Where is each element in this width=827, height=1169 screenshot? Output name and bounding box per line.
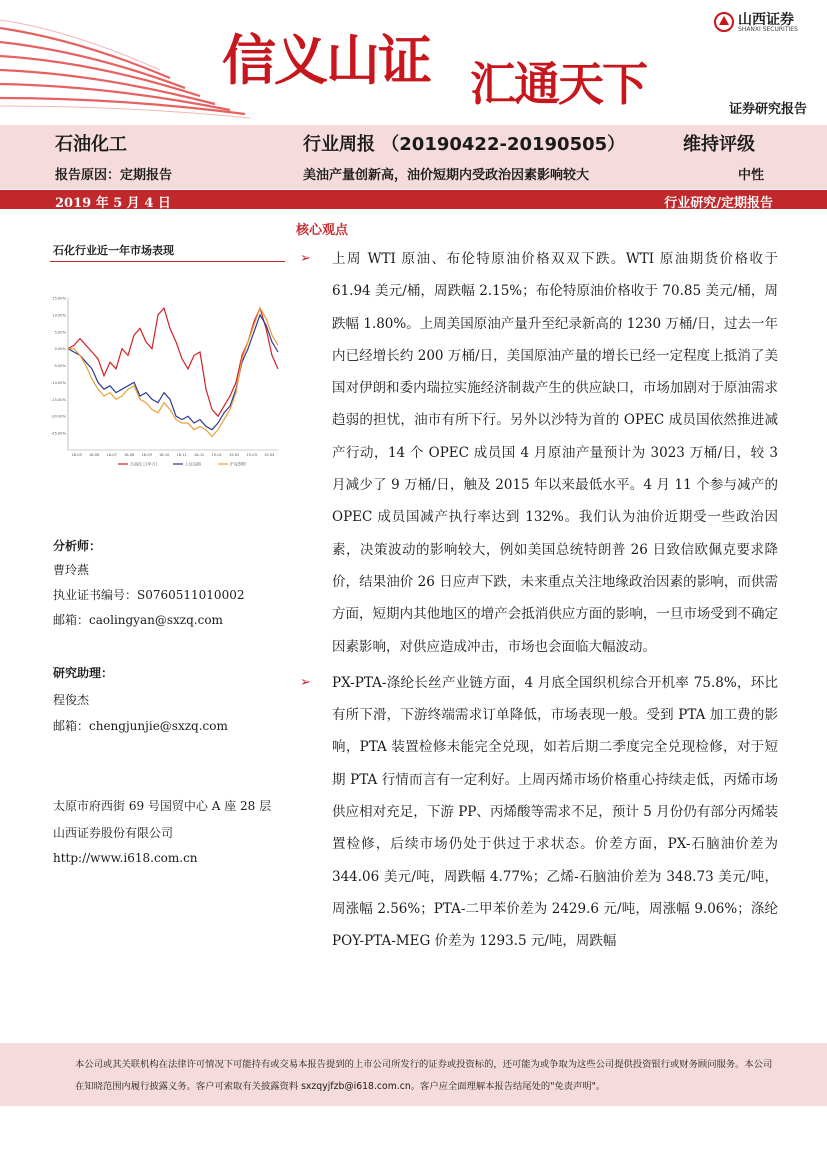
company-url[interactable]: http://www.i618.com.cn (53, 851, 198, 865)
report-headline: 美油产量创新高，油价短期内受政治因素影响较大 (303, 168, 590, 183)
report-category: 行业研究/定期报告 (664, 196, 773, 211)
legend-label: 沪深300 (230, 461, 246, 467)
x-tick-label: 19-02 (229, 453, 240, 457)
company-address: 太原市府西街 69 号国贸中心 A 座 28 层 (53, 799, 272, 813)
report-type-label: 证券研究报告 (728, 102, 807, 117)
report-date: 2019 年 5 月 4 日 (55, 196, 171, 211)
assistant-heading: 研究助理： (53, 666, 114, 680)
header-banner (0, 0, 827, 125)
x-tick-label: 18-12 (194, 453, 205, 457)
banner-slogan-2: 汇通天下 (470, 57, 646, 111)
series-line-2 (68, 315, 278, 430)
bullet-text: PX-PTA-涤纶长丝产业链方面，4 月底全国织机综合开机率 75.8%，环比有所下滑，下游终端需求订单降低，市场表现一般。受到 PTA 加工费的影响，PTA 装置检修未能完全兑现，如若后期二季度完全兑现检修，对于短期 PTA 行情而言有一定利好。上周丙烯市场价格重心持续走低，丙烯市场供应相对充足，下游 PP、丙烯酸等需求不足，预计 5 月份仍有部分丙烯装置检修，后续市场仍处于供过于求状态。价差方面，PX-石脑油价差为 344.06 美元/吨，周跌幅 4.77%；乙烯-石脑油价差为 348.73 美元/吨，周涨幅 2.56%；PTA-二甲苯价差为 2429.6 元/吨，周涨幅 9.06%；涤纶 POY-PTA-MEG 价差为 1293.5 元/吨，周跌幅 (332, 674, 778, 950)
x-tick-label: 18-06 (89, 453, 100, 457)
logo-mark-icon (714, 10, 734, 34)
report-kind: 行业周报 (303, 134, 375, 155)
x-tick-label: 18-09 (141, 453, 152, 457)
x-tick-label: 18-07 (106, 453, 117, 457)
y-tick-label: 15.00% (52, 296, 66, 301)
analyst-heading: 分析师： (53, 539, 102, 553)
bullet-arrow-icon: ➢ (300, 674, 311, 690)
analyst-cert: 执业证书编号：S0760511010002 (53, 588, 245, 602)
y-tick-label: 5.00% (54, 330, 66, 335)
analyst-name: 曹玲燕 (53, 563, 90, 577)
report-period: （20190422-20190505） (381, 134, 626, 155)
y-tick-label: 10.00% (52, 313, 66, 318)
x-tick-label: 18-08 (124, 453, 135, 457)
x-tick-label: 18-10 (159, 453, 170, 457)
y-tick-label: -15.00% (51, 397, 66, 402)
y-tick-label: -20.00% (51, 414, 66, 419)
core-views-list (300, 243, 778, 958)
x-tick-label: 18-05 (71, 453, 82, 457)
logo-text-en: SHANXI SECURITIES (738, 26, 798, 33)
core-views-title: 核心观点 (296, 223, 349, 238)
y-tick-label: -10.00% (51, 380, 66, 385)
chart-title: 石化行业近一年市场表现 (53, 244, 174, 257)
x-tick-label: 19-03 (246, 453, 257, 457)
rating-value: 中性 (738, 168, 765, 183)
assistant-name: 程俊杰 (53, 693, 90, 707)
legend-label: 石油化工(申万) (130, 461, 158, 467)
report-reason: 报告原因：定期报告 (55, 168, 173, 183)
company-name: 山西证券股份有限公司 (53, 826, 174, 840)
y-tick-label: -5.00% (53, 364, 66, 369)
analyst-email[interactable]: 邮箱：caolingyan@sxzq.com (53, 613, 223, 627)
company-logo (714, 8, 814, 36)
list-item (300, 243, 778, 663)
assistant-email[interactable]: 邮箱：chengjunjie@sxzq.com (53, 719, 228, 733)
y-tick-label: 0.00% (54, 347, 66, 352)
series-line-3 (68, 308, 278, 436)
bullet-arrow-icon: ➢ (300, 251, 311, 266)
banner-slogan: 信义山证 (222, 28, 430, 92)
logo-text-cn: 山西证券 (738, 12, 794, 28)
bullet-text: 上周 WTI 原油、布伦特原油价格双双下跌。WTI 原油期货价格收于 61.94 美元/桶，周跌幅 2.15%；布伦特原油价格收于 70.85 美元/桶，周跌幅 1.80%。上周美国原油产量升至纪录新高的 1230 万桶/日，过去一年内已经增长约 200 万桶/日，美国原油产量的增长已经一定程度上抵消了美国对伊朗和委内瑞拉实施经济制裁产生的供应缺口，市场加剧对于原油需求趋弱的担忧，油市有所下行。另外以沙特为首的 OPEC 成员国依然推进减产行动，14 个 OPEC 成员国 4 月原油产量预计为 3023 万桶/日，较 3 月减少了 9 万桶/日，触及 2015 年以来最低水平。4 月 11 个参与减产的 OPEC 成员国减产执行率达到 132%。我们认为油价近期受一些政治因素，决策波动的影响较大，例如美国总统特朗普 26 日致信欧佩克要求降价，结果油价 26 日应声下跌，未来重点关注地缘政治因素的影响，而供需方面，短期内其他地区的增产会抵消供应方面的影响，一旦市场受到不确定因素影响，对供应造成冲击，市场也会面临大幅波动。 (332, 251, 778, 655)
series-line-1 (68, 308, 278, 416)
x-tick-label: 18-11 (176, 453, 187, 457)
x-tick-label: 19-04 (264, 453, 275, 457)
y-tick-label: -25.00% (51, 431, 66, 436)
legend-label: 上证综指 (185, 461, 201, 467)
chart-title-rule (50, 261, 285, 262)
sector-title: 石油化工 (55, 134, 127, 155)
rating-label: 维持评级 (683, 134, 755, 155)
x-tick-label: 19-01 (211, 453, 222, 457)
report-kind-period (303, 130, 625, 156)
list-item (300, 667, 778, 958)
market-performance-chart (48, 290, 283, 480)
footer-disclaimer: 本公司或其关联机构在法律许可情况下可能持有或交易本报告提到的上市公司所发行的证券或投资标的，还可能为或争取为这些公司提供投资银行或财务顾问服务。本公司在知晓范围内履行披露义务。客户可索取有关披露资料 sxzqyjfzb@i618.com.cn。客户应全面理解本报告结尾处的"免责声明"。 (75, 1059, 773, 1092)
